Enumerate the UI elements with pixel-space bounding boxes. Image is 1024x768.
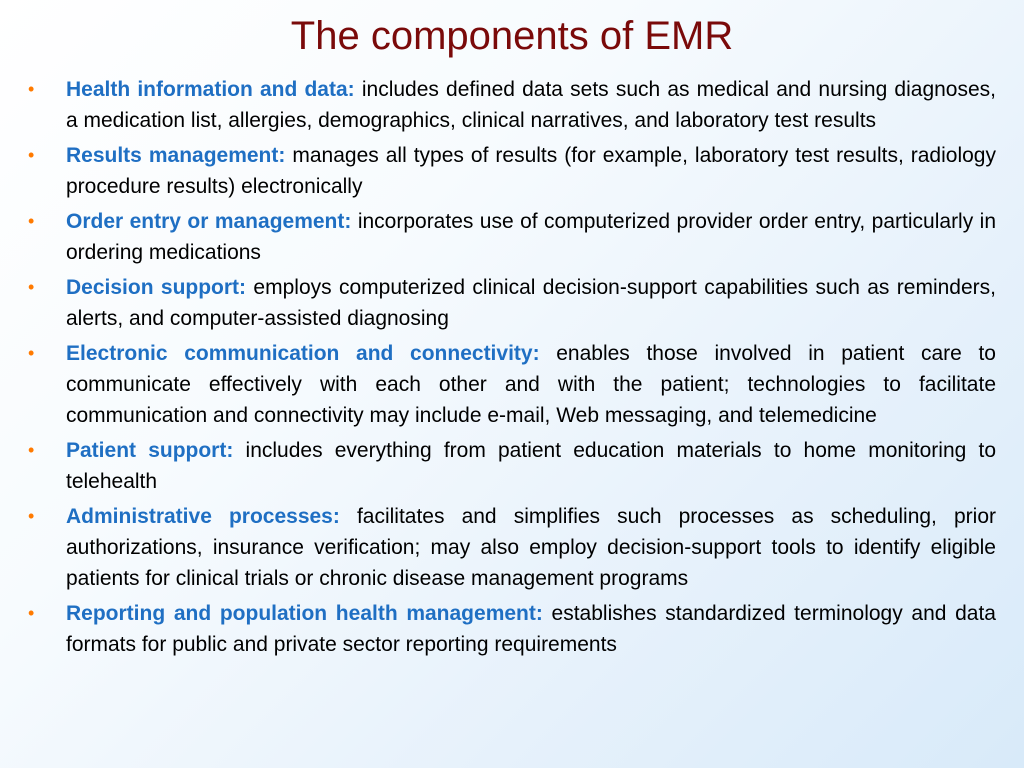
list-item-results-management	[24, 140, 996, 202]
item-text: establishes standardized terminology and data formats for public and private sector reporting requirements	[66, 602, 996, 656]
list-item-decision-support	[24, 272, 996, 334]
item-text: employs computerized clinical decision-support capabilities such as reminders, alerts, and computer-assisted diagnosing	[66, 276, 996, 330]
item-term: Reporting and population health management:	[66, 602, 543, 625]
bullet-icon: •	[28, 603, 35, 623]
component-list	[24, 74, 996, 664]
bullet-icon: •	[28, 440, 35, 460]
bullet-icon: •	[28, 343, 35, 363]
item-text: manages all types of results (for example, laboratory test results, radiology procedure results) electronically	[66, 144, 996, 198]
item-text: facilitates and simplifies such processes as scheduling, prior authorizations, insurance verification; may also employ decision-support tools to identify eligible patients for clinical trials or chronic disease management programs	[66, 505, 996, 590]
bullet-icon: •	[28, 79, 35, 99]
list-item-order-entry	[24, 206, 996, 268]
item-text: includes everything from patient education materials to home monitoring to telehealth	[66, 439, 996, 493]
list-item-patient-support	[24, 435, 996, 497]
list-item-health-information	[24, 74, 996, 136]
item-term: Electronic communication and connectivity:	[66, 342, 540, 365]
item-term: Patient support:	[66, 439, 234, 462]
item-term: Administrative processes:	[66, 505, 340, 528]
item-term: Order entry or management:	[66, 210, 352, 233]
list-item-reporting	[24, 598, 996, 660]
item-term: Health information and data:	[66, 78, 355, 101]
bullet-icon: •	[28, 506, 35, 526]
item-term: Decision support:	[66, 276, 247, 299]
item-text: includes defined data sets such as medical and nursing diagnoses, a medication list, allergies, demographics, clinical narratives, and laboratory test results	[66, 78, 997, 132]
bullet-icon: •	[28, 211, 35, 231]
list-item-administrative-processes	[24, 501, 996, 594]
bullet-icon: •	[28, 145, 35, 165]
item-text: enables those involved in patient care to communicate effectively with each other and with the patient; technologies to facilitate communication and connectivity may include e-mail, Web messaging, and telemedicine	[66, 342, 996, 427]
bullet-icon: •	[28, 277, 35, 297]
list-item-electronic-communication	[24, 338, 996, 431]
slide-title: The components of EMR	[290, 14, 734, 58]
item-text: incorporates use of computerized provider order entry, particularly in ordering medications	[66, 210, 996, 264]
item-term: Results management:	[66, 144, 286, 167]
